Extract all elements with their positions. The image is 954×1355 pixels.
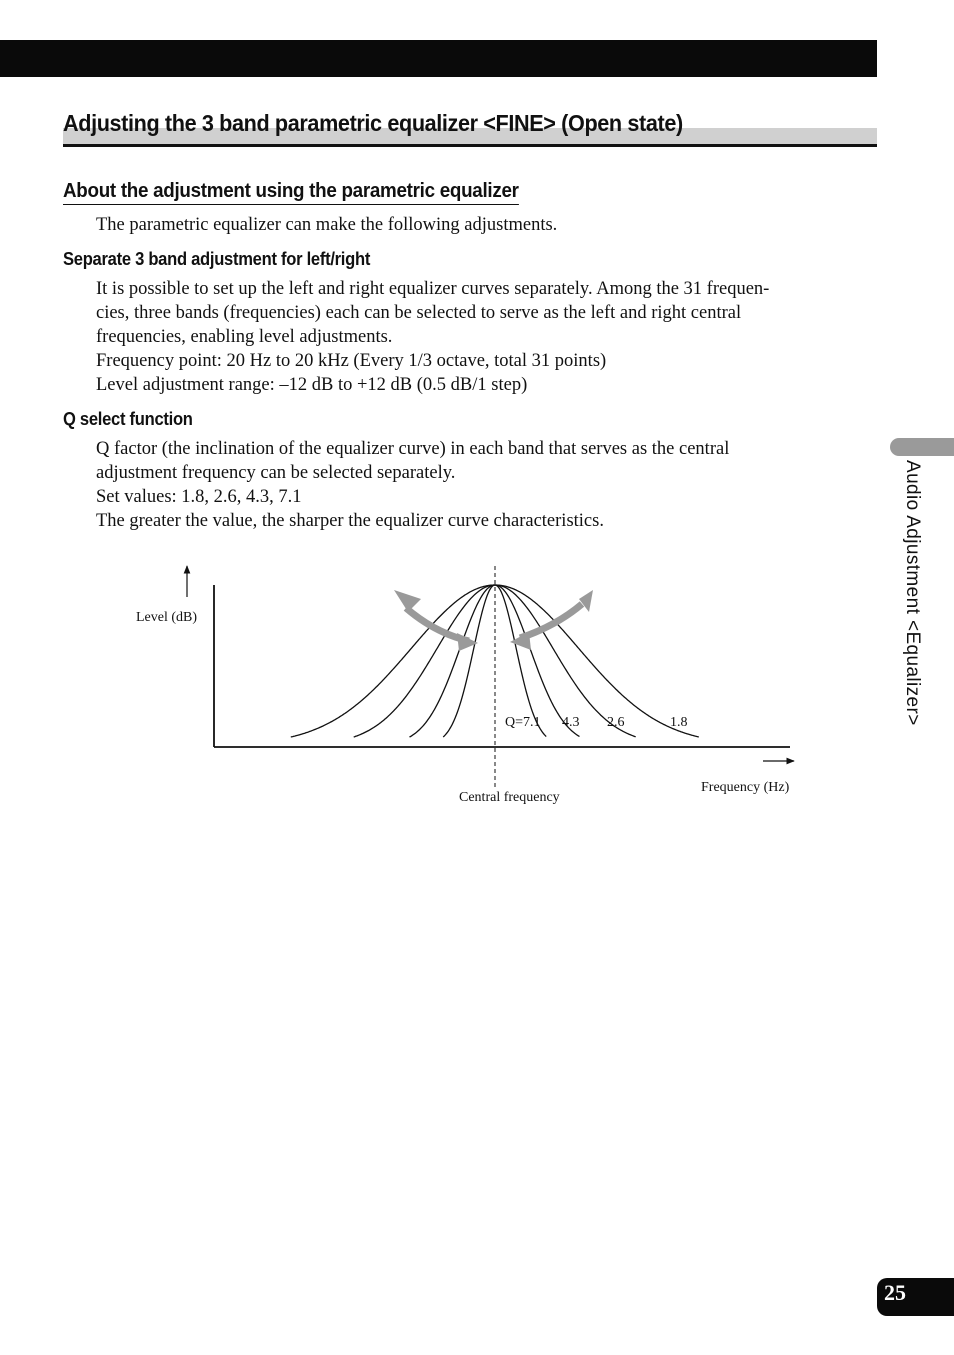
side-tab-marker xyxy=(890,438,954,456)
central-frequency-label: Central frequency xyxy=(459,790,560,805)
left-arrow-head-down-icon xyxy=(457,633,478,651)
text-line: frequencies, enabling level adjustments. xyxy=(96,327,393,347)
text-line: The greater the value, the sharper the equalizer curve characteristics. xyxy=(96,511,604,531)
page-title: Adjusting the 3 band parametric equalizer <FINE> (Open state) xyxy=(63,110,683,136)
text-line: cies, three bands (frequencies) each can be selected to serve as the left and right central xyxy=(96,303,742,323)
q-label: 2.6 xyxy=(607,715,625,730)
q-label: Q=7.1 xyxy=(505,715,541,730)
adjust-arrows xyxy=(394,590,593,651)
side-tab-label: Audio Adjustment <Equalizer> xyxy=(902,460,923,726)
page-number: 25 xyxy=(884,1280,906,1305)
text-line: Set values: 1.8, 2.6, 4.3, 7.1 xyxy=(96,487,302,507)
text-line: Q factor (the inclination of the equalizer curve) in each band that serves as the central xyxy=(96,439,730,459)
q-label: 1.8 xyxy=(670,715,688,730)
text-line: Frequency point: 20 Hz to 20 kHz (Every 1/3 octave, total 31 points) xyxy=(96,351,607,371)
text-line: Level adjustment range: –12 dB to +12 dB (0.5 dB/1 step) xyxy=(96,375,528,395)
section-heading: About the adjustment using the parametric equalizer xyxy=(63,180,519,205)
intro-paragraph: The parametric equalizer can make the following adjustments. xyxy=(96,215,558,235)
x-axis-label: Frequency (Hz) xyxy=(701,780,790,795)
y-axis-label: Level (dB) xyxy=(136,610,198,625)
q-label: 4.3 xyxy=(562,715,580,730)
text-line: adjustment frequency can be selected separately. xyxy=(96,463,456,483)
text-line: It is possible to set up the left and right equalizer curves separately. Among the 31 frequen- xyxy=(96,279,770,299)
subheading-separate-band: Separate 3 band adjustment for left/right xyxy=(63,249,371,269)
left-arrow-head-up-icon xyxy=(394,590,421,612)
right-arrow-shaft xyxy=(520,604,582,638)
subheading-q-select: Q select function xyxy=(63,409,193,429)
